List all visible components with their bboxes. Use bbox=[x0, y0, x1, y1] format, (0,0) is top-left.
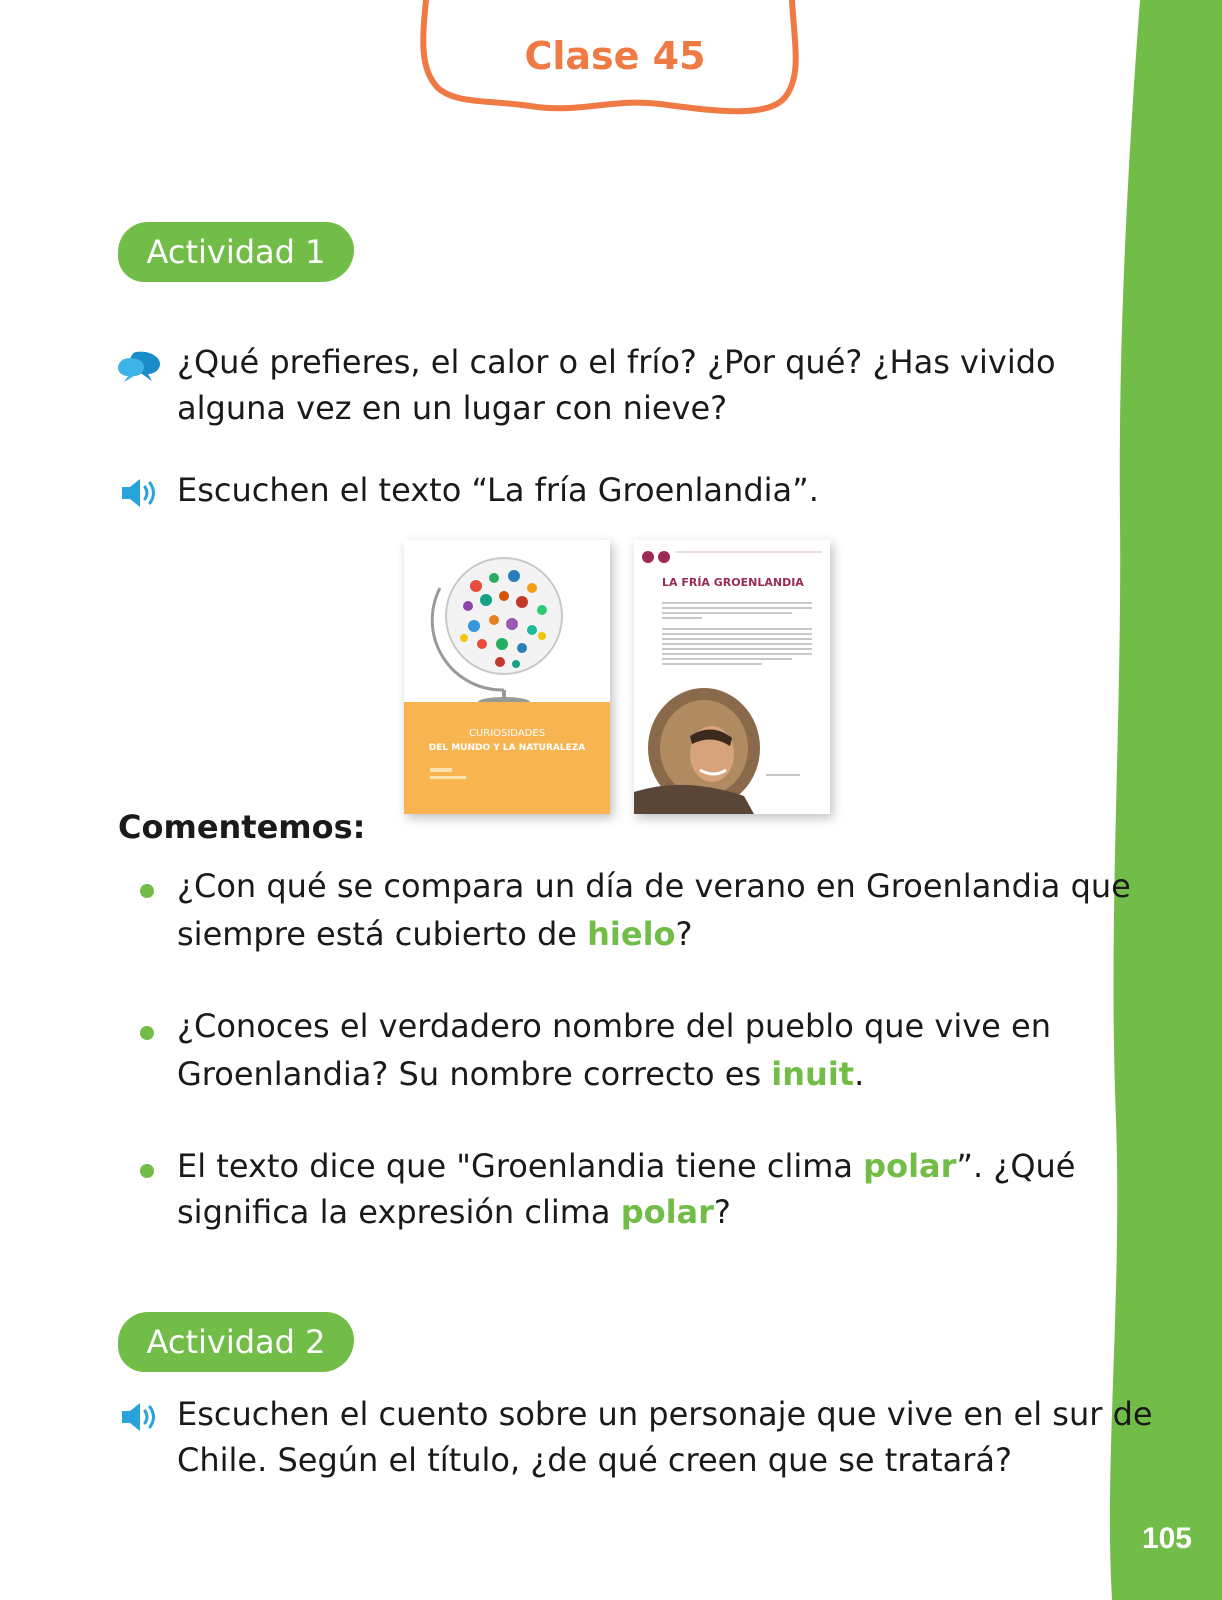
speaker-icon bbox=[120, 1400, 160, 1434]
article-title: LA FRÍA GROENLANDIA bbox=[662, 576, 804, 589]
bullet-3 bbox=[140, 1164, 154, 1178]
bullet-2 bbox=[140, 1026, 154, 1040]
clase-title: Clase 45 bbox=[524, 34, 706, 78]
comentemos-q1-line-1: ¿Con qué se compara un día de verano en Groenlandia que bbox=[177, 867, 1131, 905]
speech-bubbles-icon bbox=[116, 348, 164, 384]
cover-title-line-1: CURIOSIDADES bbox=[468, 728, 546, 739]
keyword-hielo: hielo bbox=[587, 915, 676, 953]
article-page-image bbox=[634, 540, 830, 814]
actividad-1-label: Actividad 1 bbox=[118, 222, 354, 282]
comentemos-q2-line-2: Groenlandia? Su nombre correcto es inuit. bbox=[177, 1055, 865, 1093]
actividad-2-line-2: Chile. Según el título, ¿de qué creen que se tratará? bbox=[177, 1441, 1012, 1479]
cover-title-line-2: DEL MUNDO Y LA NATURALEZA bbox=[428, 743, 586, 753]
actividad-2-line-1: Escuchen el cuento sobre un personaje que vive en el sur de bbox=[177, 1395, 1153, 1433]
actividad-2-label: Actividad 2 bbox=[118, 1312, 354, 1372]
listen-instruction: Escuchen el texto “La fría Groenlandia”. bbox=[177, 471, 819, 509]
comentemos-q1-line-2: siempre está cubierto de hielo? bbox=[177, 915, 693, 953]
keyword-polar-2: polar bbox=[620, 1193, 714, 1231]
book-cover-image bbox=[404, 540, 610, 814]
keyword-polar-1: polar bbox=[863, 1147, 957, 1185]
article-page-illustration bbox=[634, 540, 830, 814]
question-line-1: ¿Qué prefieres, el calor o el frío? ¿Por qué? ¿Has vivido bbox=[177, 343, 1056, 381]
speaker-icon bbox=[120, 476, 160, 510]
comentemos-q2-line-1: ¿Conoces el verdadero nombre del pueblo que vive en bbox=[177, 1007, 1051, 1045]
comentemos-heading: Comentemos: bbox=[118, 808, 366, 846]
comentemos-q3-line-1: El texto dice que "Groenlandia tiene clima polar”. ¿Qué bbox=[177, 1147, 1076, 1185]
comentemos-q3-line-2: significa la expresión clima polar? bbox=[177, 1193, 731, 1231]
page-number: 105 bbox=[1141, 1522, 1192, 1555]
question-line-2: alguna vez en un lugar con nieve? bbox=[177, 389, 728, 427]
bullet-1 bbox=[140, 884, 154, 898]
globe-illustration bbox=[404, 540, 610, 814]
keyword-inuit: inuit bbox=[771, 1055, 855, 1093]
